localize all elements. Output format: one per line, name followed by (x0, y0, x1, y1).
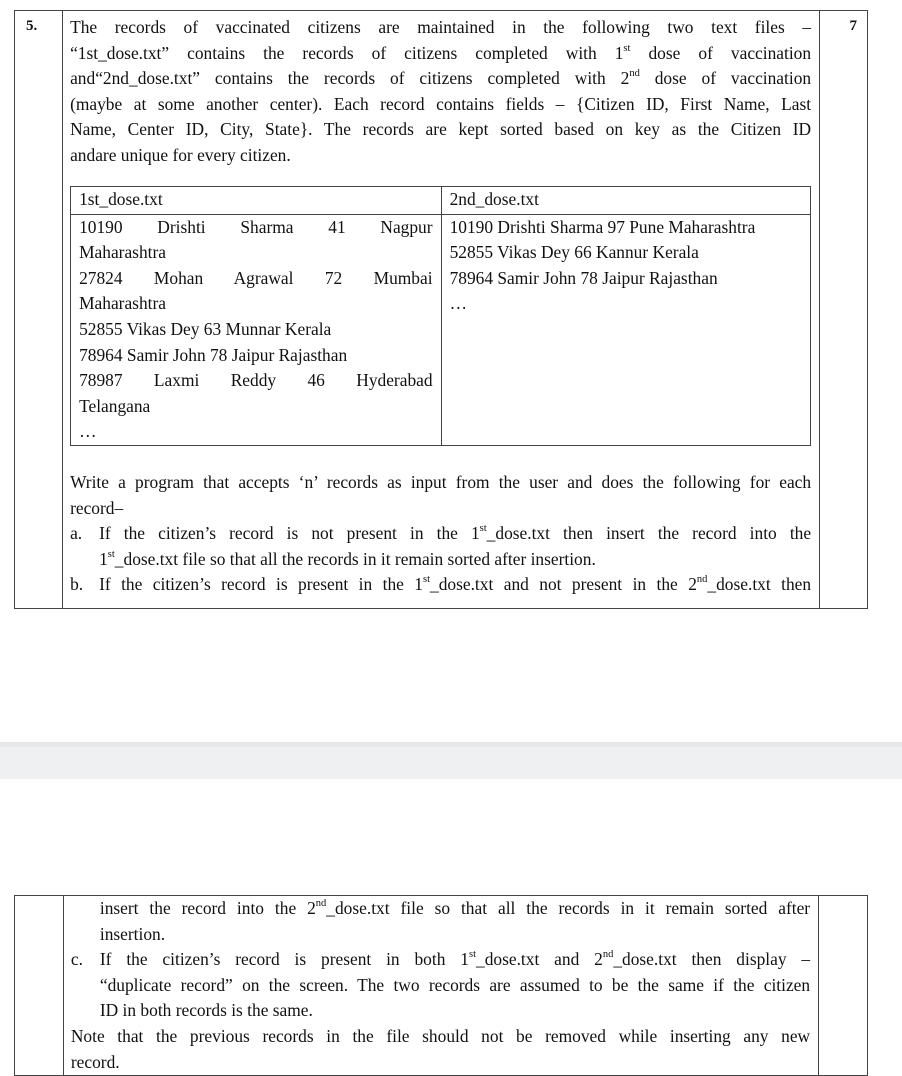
intro-line-5: Name, Center ID, City, State}. The records are kept sorted based on key as the Citizen ID (70, 119, 812, 140)
files-table (70, 186, 811, 446)
page-break-band (0, 742, 902, 779)
question-number: 5. (26, 18, 38, 34)
question-number-cell (15, 11, 63, 609)
page-break-shadow (0, 743, 902, 747)
continuation-body-cell (63, 896, 818, 1076)
question-table (14, 10, 868, 609)
task-description (70, 470, 811, 521)
file1-record-line: Maharashtra (79, 293, 166, 314)
task-line-2: record– (70, 497, 124, 518)
item-b-line-3: insertion. (99, 923, 166, 944)
intro-line-1: The records of vaccinated citizens are maintained in the following two text files – (70, 17, 812, 37)
file2-record-line: 78964 Samir John 78 Jaipur Rajasthan (449, 267, 718, 288)
file2-record-list (450, 215, 803, 292)
file1-record-line: 10190 Drishti Sharma 41 Nagpur (79, 216, 433, 237)
continuation-number-cell (15, 896, 64, 1076)
item-a-line-2: 1st_dose.txt file so that all the records in it remain sorted after insertion. (99, 548, 596, 569)
note-line-2: record. (70, 1051, 120, 1072)
file1-record-line: 78964 Samir John 78 Jaipur Rajasthan (79, 344, 348, 365)
file1-record-line: Maharashtra (79, 242, 166, 263)
item-a-label: a. (70, 523, 83, 544)
question-body-cell (63, 11, 820, 609)
file1-header: 1st_dose.txt (71, 186, 441, 214)
item-a (70, 521, 811, 572)
marks-cell (820, 11, 868, 609)
item-c-label: c. (70, 949, 83, 970)
file2-record-line: 10190 Drishti Sharma 97 Pune Maharashtra (449, 216, 756, 237)
item-a-line-1: If the citizen’s record is not present in the 1st_dose.txt then insert the record into the (99, 523, 812, 544)
file1-record-line: 27824 Mohan Agrawal 72 Mumbai (79, 267, 433, 288)
file2-records (441, 214, 811, 445)
item-c-line-3: ID in both records is the same. (99, 1000, 313, 1021)
question-continuation-table (14, 895, 868, 1076)
file1-record-list (79, 215, 432, 420)
file1-record-line: 78987 Laxmi Reddy 46 Hyderabad (79, 370, 433, 391)
file1-ellipsis: … (79, 421, 97, 442)
file1-record-line: 52855 Vikas Dey 63 Munnar Kerala (79, 318, 332, 339)
question-marks: 7 (849, 18, 857, 34)
file1-records (71, 214, 441, 445)
item-b-line-1: If the citizen’s record is present in the 1st_dose.txt and not present in the 2nd_dose.txt then (99, 574, 812, 595)
question-intro (70, 15, 811, 169)
file2-header: 2nd_dose.txt (441, 186, 811, 214)
intro-line-3: and“2nd_dose.txt” contains the records of citizens completed with 2nd dose of vaccination (70, 68, 812, 89)
item-b (70, 572, 811, 598)
item-b-line-2: insert the record into the 2nd_dose.txt file so that all the records in it remain sorted after (99, 898, 811, 918)
intro-line-6: andare unique for every citizen. (70, 144, 291, 165)
intro-line-2: “1st_dose.txt” contains the records of citizens completed with 1st dose of vaccination (70, 42, 812, 63)
note-line-1: Note that the previous records in the file should not be removed while inserting any new (70, 1025, 811, 1046)
item-b-label: b. (70, 574, 84, 595)
file2-ellipsis: … (449, 293, 467, 314)
file1-record-line: Telangana (79, 395, 151, 416)
file2-record-line: 52855 Vikas Dey 66 Kannur Kerala (449, 242, 699, 263)
continuation-marks-cell (819, 896, 868, 1076)
item-c-line-1: If the citizen’s record is present in both 1st_dose.txt and 2nd_dose.txt then display – (99, 949, 811, 970)
task-line-1: Write a program that accepts ‘n’ records as input from the user and does the following for each (70, 471, 812, 492)
intro-line-4: (maybe at some another center). Each record contains fields – {Citizen ID, First Name, Last (70, 93, 812, 114)
item-c (71, 947, 810, 1024)
item-c-line-2: “duplicate record” on the screen. The two records are assumed to be the same if the citizen (99, 974, 811, 995)
